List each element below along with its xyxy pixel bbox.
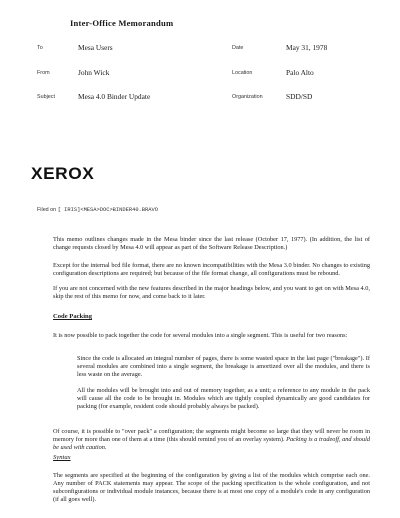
code-packing-heading: Code Packing	[53, 313, 93, 320]
compatibility-paragraph: Except for the internal bcd file format, there are no known incompatibilities with the Mesa 3.0 binder. No changes to existing configuration descriptions are required; but because of the file format change, all configurations must be rebound.	[53, 262, 370, 278]
date-value: May 31, 1978	[286, 43, 328, 52]
organization-label: Organization	[232, 94, 263, 100]
filed-on-label: Filed on	[37, 207, 57, 213]
organization-value: SDD/SD	[286, 92, 313, 101]
xerox-logo: XEROX	[31, 165, 95, 183]
unit-paragraph: All the modules will be brought into and out of memory together, as a unit; a reference to any module in the pack will cause all the code to be brought in. Modules which are tightly coupled dynamically are good candidates for packing (for example, resident code should probably always be packed).	[77, 387, 370, 411]
tradeoff-caution: Packing is a tradeoff, and should be used with caution.	[53, 436, 370, 452]
location-label: Location	[232, 70, 253, 76]
skip-paragraph: If you are not concerned with the new features described in the major headings below, and you want to get on with Mesa 4.0, skip the rest of this memo for now, and come back to it later.	[53, 285, 370, 301]
from-label: From	[37, 70, 50, 76]
subject-value: Mesa 4.0 Binder Update	[78, 92, 151, 101]
intro-paragraph: This memo outlines changes made in the Mesa binder since the last release (October 17, 1977). (In addition, the list of change requests closed by Mesa 4.0 will appear as part of the Software Release Description.)	[53, 236, 370, 252]
to-label: To	[37, 45, 43, 51]
syntax-paragraph: The segments are specified at the beginning of the configuration by giving a list of the modules which comprise each one. Any number of PACK statements may appear. The scope of the packing specification is the whole configuration, and not subconfigurations or individual module instances, because there is at most one copy of a module's code in any configuration (if all goes well).	[53, 472, 370, 504]
syntax-subheading: Syntax	[53, 454, 71, 461]
over-pack-text: Of course, it is possible to "over pack" a configuration; the segments might become so large that they will never be room in memory for more than one of them at a time (this should remind you of an overlay system).	[53, 428, 370, 444]
filed-on-line	[37, 207, 158, 213]
packing-intro-paragraph: It is now possible to pack together the code for several modules into a single segment. This is useful for two reasons:	[53, 332, 348, 339]
filed-on-path: [ IRIS]<MESA>DOC>BINDER40.BRAVO	[57, 207, 158, 213]
memo-title: Inter-Office Memorandum	[70, 18, 174, 28]
over-pack-paragraph	[53, 428, 370, 452]
to-value: Mesa Users	[78, 43, 113, 52]
subject-label: Subject	[37, 94, 55, 100]
location-value: Palo Alto	[286, 68, 314, 77]
breakage-paragraph: Since the code is allocated an integral number of pages, there is some wasted space in the last page ("breakage"). If several modules are combined into a single segment, the breakage is amortized over all the modules, and there is less waste on the average.	[77, 355, 370, 379]
from-value: John Wick	[78, 68, 110, 77]
date-label: Date	[232, 45, 244, 51]
